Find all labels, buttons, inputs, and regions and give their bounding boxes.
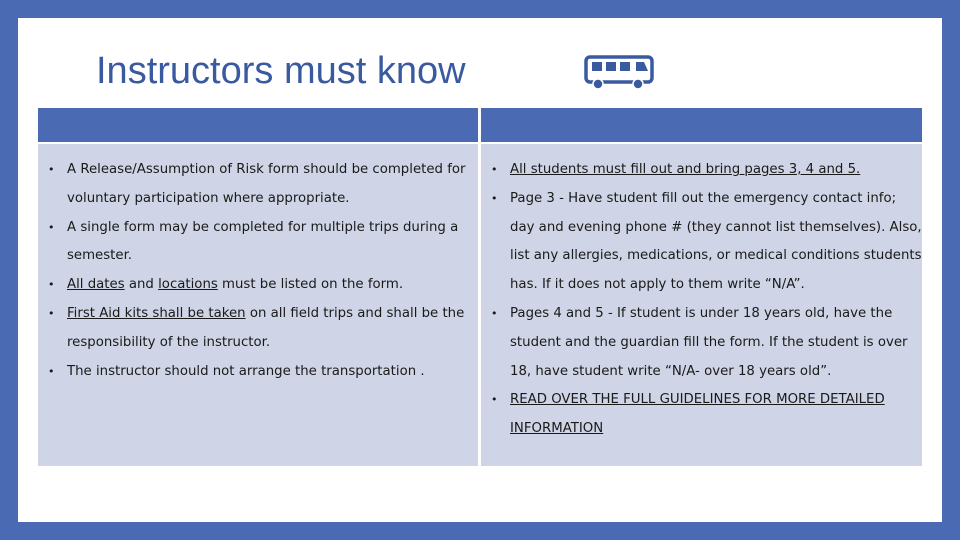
list-item: • The instructor should not arrange the transportation .: [38, 358, 478, 387]
slide: [18, 18, 942, 522]
list-item: • All dates and locations must be listed on the form.: [38, 271, 478, 300]
list-item: • A Release/Assumption of Risk form should be completed for voluntary participation where appropriate.: [38, 156, 478, 214]
table-header-left: [38, 108, 478, 142]
right-bullet-list: [481, 156, 922, 444]
bus-icon: [584, 54, 656, 92]
list-item: • Pages 4 and 5 - If student is under 18 years old, have the student and the guardian fill the form. If the student is over 18, have student write “N/A- over 18 years old”.: [481, 300, 922, 386]
left-bullet-list: [38, 156, 478, 386]
list-item: • A single form may be completed for multiple trips during a semester.: [38, 214, 478, 272]
list-item: • Page 3 - Have student fill out the emergency contact info; day and evening phone # (they cannot list themselves). Also, list any allergies, medications, or medical conditions students has. If it does not apply to them write “N/A”.: [481, 185, 922, 300]
content-table: [38, 108, 922, 466]
list-item: • READ OVER THE FULL GUIDELINES FOR MORE DETAILED INFORMATION: [481, 386, 922, 444]
list-item: • All students must fill out and bring pages 3, 4 and 5.: [481, 156, 922, 185]
list-item: • First Aid kits shall be taken on all field trips and shall be the responsibility of the instructor.: [38, 300, 478, 358]
slide-title: Instructors must know: [96, 50, 466, 92]
table-header-right: [481, 108, 922, 142]
